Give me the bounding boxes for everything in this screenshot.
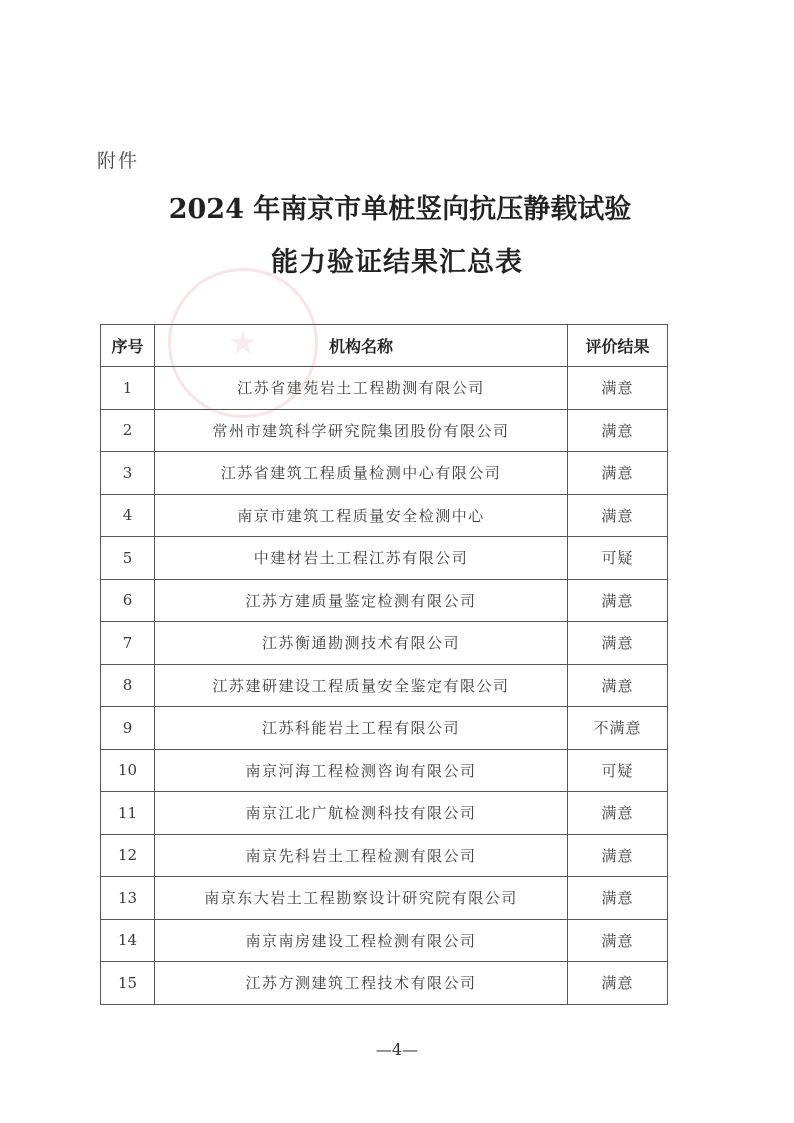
row-result: 不满意 (568, 707, 668, 750)
row-result: 满意 (568, 919, 668, 962)
row-index: 13 (101, 877, 155, 920)
document-title-line-1: 2024 年南京市单桩竖向抗压静载试验 (168, 194, 632, 225)
row-result: 满意 (568, 834, 668, 877)
row-index: 1 (101, 367, 155, 410)
row-index: 3 (101, 452, 155, 495)
table-row (101, 664, 668, 707)
row-result: 满意 (568, 792, 668, 835)
row-index: 4 (101, 494, 155, 537)
row-index: 10 (101, 749, 155, 792)
row-result: 满意 (568, 877, 668, 920)
row-index: 14 (101, 919, 155, 962)
row-index: 15 (101, 962, 155, 1005)
table-row (101, 834, 668, 877)
row-result: 可疑 (568, 749, 668, 792)
row-index: 2 (101, 409, 155, 452)
row-organization: 江苏建研建设工程质量安全鉴定有限公司 (155, 664, 568, 707)
row-index: 5 (101, 537, 155, 580)
row-organization: 南京江北广航检测科技有限公司 (155, 792, 568, 835)
row-result: 满意 (568, 494, 668, 537)
row-result: 满意 (568, 962, 668, 1005)
row-organization: 江苏科能岩土工程有限公司 (155, 707, 568, 750)
row-organization: 南京东大岩土工程勘察设计研究院有限公司 (155, 877, 568, 920)
row-organization: 南京河海工程检测咨询有限公司 (155, 749, 568, 792)
table-row (101, 409, 668, 452)
row-organization: 常州市建筑科学研究院集团股份有限公司 (155, 409, 568, 452)
row-index: 6 (101, 579, 155, 622)
row-organization: 江苏方测建筑工程技术有限公司 (155, 962, 568, 1005)
row-organization: 中建材岩土工程江苏有限公司 (155, 537, 568, 580)
row-index: 12 (101, 834, 155, 877)
row-organization: 南京先科岩土工程检测有限公司 (155, 834, 568, 877)
document-title-line-2: 能力验证结果汇总表 (271, 247, 523, 278)
results-table (100, 324, 668, 1005)
row-organization: 南京市建筑工程质量安全检测中心 (155, 494, 568, 537)
table-row (101, 919, 668, 962)
attachment-label: 附件 (97, 150, 140, 172)
row-index: 9 (101, 707, 155, 750)
table-row (101, 452, 668, 495)
row-organization: 江苏衡通勘测技术有限公司 (155, 622, 568, 665)
row-result: 满意 (568, 367, 668, 410)
row-result: 满意 (568, 409, 668, 452)
row-result: 满意 (568, 664, 668, 707)
table-row (101, 749, 668, 792)
row-index: 8 (101, 664, 155, 707)
table-row (101, 622, 668, 665)
table-row (101, 367, 668, 410)
table-row (101, 494, 668, 537)
row-organization: 江苏省建苑岩土工程勘测有限公司 (155, 367, 568, 410)
header-result: 评价结果 (568, 325, 668, 367)
header-organization: 机构名称 (155, 325, 568, 367)
table-row (101, 792, 668, 835)
row-organization: 江苏省建筑工程质量检测中心有限公司 (155, 452, 568, 495)
table-row (101, 579, 668, 622)
row-result: 满意 (568, 452, 668, 495)
header-index: 序号 (101, 325, 155, 367)
row-index: 11 (101, 792, 155, 835)
table-row (101, 962, 668, 1005)
table-row (101, 707, 668, 750)
row-organization: 江苏方建质量鉴定检测有限公司 (155, 579, 568, 622)
table-row (101, 537, 668, 580)
table-header-row (101, 325, 668, 367)
page-number: —4— (375, 1040, 419, 1059)
table-row (101, 877, 668, 920)
row-organization: 南京南房建设工程检测有限公司 (155, 919, 568, 962)
row-result: 满意 (568, 622, 668, 665)
row-index: 7 (101, 622, 155, 665)
row-result: 可疑 (568, 537, 668, 580)
row-result: 满意 (568, 579, 668, 622)
